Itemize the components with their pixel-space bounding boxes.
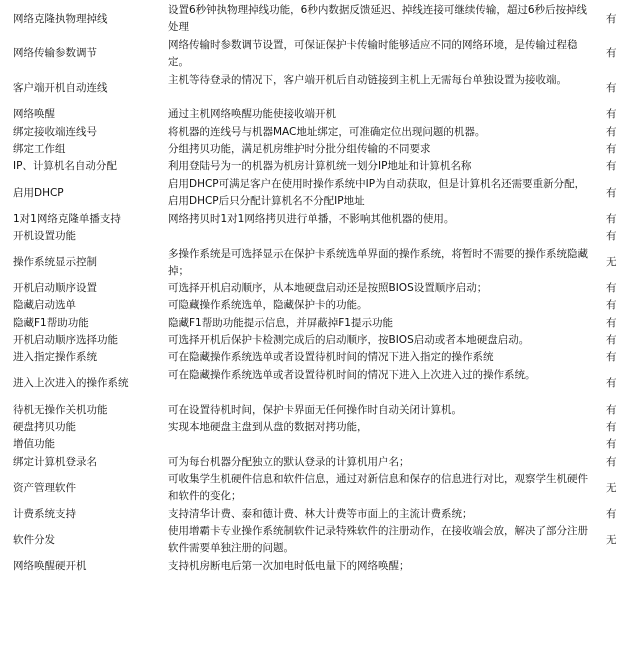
table-row (0, 558, 620, 575)
feature-name: 进入指定操作系统 (13, 351, 97, 363)
feature-description: 可在隐藏操作系统选单或者设置待机时间的情况下进入上次进入过的操作系统。 (168, 369, 536, 381)
table-row (0, 349, 620, 366)
table-row (0, 315, 620, 332)
feature-name: 网络传输参数调节 (13, 47, 97, 59)
feature-flag: 有 (606, 213, 617, 225)
feature-name: 开机启动顺序选择功能 (13, 334, 118, 346)
feature-flag: 有 (606, 404, 617, 416)
feature-flag: 有 (606, 438, 617, 450)
feature-description: 支持机房断电后第一次加电时低电量下的网络唤醒； (168, 560, 410, 572)
feature-name: 绑定工作组 (13, 143, 66, 155)
feature-description: 网络传输时参数调节设置，可保证保护卡传输时能够适应不同的网络环境，是传输过程稳定。 (168, 39, 578, 68)
feature-description: 启用DHCP可满足客户在使用时操作系统中IP为自动获取，但是计算机名还需要重新分配，启用DHCP后只分配计算机名不分配IP地址 (168, 178, 586, 207)
feature-name: 客户端开机自动连线 (13, 82, 108, 94)
feature-flag: 有 (606, 108, 617, 120)
feature-flag: 无 (606, 256, 617, 268)
feature-description: 隐藏F1帮助功能提示信息，并屏蔽掉F1提示功能 (168, 317, 393, 329)
feature-flag: 有 (606, 47, 617, 59)
feature-flag: 有 (606, 508, 617, 520)
feature-description: 主机等待登录的情况下，客户端开机后自动链接到主机上无需每台单独设置为接收端。 (168, 74, 567, 86)
table-row (0, 436, 620, 453)
feature-name: 操作系统显示控制 (13, 256, 97, 268)
feature-flag: 有 (606, 299, 617, 311)
table-row (0, 280, 620, 297)
feature-flag: 有 (606, 143, 617, 155)
feature-description: 可收集学生机硬件信息和软件信息，通过对新信息和保存的信息进行对比，观察学生机硬件和软件的变化； (168, 473, 588, 502)
feature-description: 可为每台机器分配独立的默认登录的计算机用户名； (168, 456, 410, 468)
table-row (0, 124, 620, 141)
table-row (0, 419, 620, 436)
feature-description: 通过主机网络唤醒功能使接收端开机 (168, 108, 336, 120)
table-row (0, 297, 620, 314)
table-row (0, 402, 620, 419)
feature-description: 使用增霸卡专业操作系统制软件记录特殊软件的注册动作，在接收端会放，解决了部分注册软件需要单独注册的问题。 (168, 525, 588, 554)
feature-flag: 有 (606, 187, 617, 199)
feature-flag: 有 (606, 456, 617, 468)
table-row (0, 332, 620, 349)
feature-name: 网络唤醒硬开机 (13, 560, 87, 572)
feature-description: 利用登陆号为一的机器为机房计算机统一划分IP地址和计算机名称 (168, 160, 472, 172)
feature-flag: 有 (606, 82, 617, 94)
feature-flag: 有 (606, 230, 617, 242)
feature-description: 将机器的连线号与机器MAC地址绑定，可准确定位出现问题的机器。 (168, 126, 486, 138)
table-row (0, 367, 620, 401)
feature-name: 1对1网络克隆单播支持 (13, 213, 121, 225)
feature-name: 隐藏启动选单 (13, 299, 76, 311)
feature-name: 隐藏F1帮助功能 (13, 317, 89, 329)
feature-description: 可在设置待机时间，保护卡界面无任何操作时自动关闭计算机。 (168, 404, 462, 416)
feature-name: IP、计算机名自动分配 (13, 160, 117, 172)
feature-description: 实现本地硬盘主盘到从盘的数据对拷功能， (168, 421, 368, 433)
table-row (0, 176, 620, 210)
feature-name: 软件分发 (13, 534, 55, 546)
feature-flag: 有 (606, 334, 617, 346)
table-row (0, 246, 620, 280)
table-row (0, 2, 620, 36)
feature-name: 启用DHCP (13, 187, 64, 199)
table-row (0, 72, 620, 106)
feature-flag: 有 (606, 421, 617, 433)
feature-name: 计费系统支持 (13, 508, 76, 520)
feature-flag: 有 (606, 377, 617, 389)
table-row (0, 454, 620, 471)
feature-name: 绑定接收端连线号 (13, 126, 97, 138)
feature-flag: 无 (606, 482, 617, 494)
feature-description: 可选择开机后保护卡检测完成后的启动顺序，按BIOS启动或者本地硬盘启动。 (168, 334, 530, 346)
feature-description: 设置6秒钟执物理掉线功能，6秒内数据反馈延迟、掉线连接可继续传输，超过6秒后按掉线处理 (168, 4, 588, 33)
feature-name: 硬盘拷贝功能 (13, 421, 76, 433)
feature-description: 网络拷贝时1对1网络拷贝进行单播，不影响其他机器的使用。 (168, 213, 455, 225)
feature-description: 分组拷贝功能，满足机房维护时分批分组传输的不同要求 (168, 143, 431, 155)
table-row (0, 141, 620, 158)
table-row (0, 158, 620, 175)
feature-flag: 有 (606, 317, 617, 329)
feature-flag: 有 (606, 351, 617, 363)
feature-description: 可在隐藏操作系统选单或者设置待机时间的情况下进入指定的操作系统 (168, 351, 494, 363)
feature-flag: 有 (606, 13, 617, 25)
feature-flag: 有 (606, 282, 617, 294)
feature-name: 开机设置功能 (13, 230, 76, 242)
feature-description: 多操作系统是可选择显示在保护卡系统选单界面的操作系统，将暂时不需要的操作系统隐藏掉； (168, 248, 588, 277)
feature-description: 支持清华计费、泰和德计费、林大计费等市面上的主流计费系统； (168, 508, 473, 520)
feature-name: 资产管理软件 (13, 482, 76, 494)
table-row (0, 37, 620, 71)
table-row (0, 106, 620, 123)
feature-name: 绑定计算机登录名 (13, 456, 97, 468)
feature-name: 网络唤醒 (13, 108, 55, 120)
feature-name: 进入上次进入的操作系统 (13, 377, 129, 389)
feature-name: 开机启动顺序设置 (13, 282, 97, 294)
feature-name: 增值功能 (13, 438, 55, 450)
feature-description: 可选择开机启动顺序，从本地硬盘启动还是按照BIOS设置顺序启动； (168, 282, 488, 294)
feature-description: 可隐藏操作系统选单，隐藏保护卡的功能。 (168, 299, 368, 311)
table-row (0, 523, 620, 557)
feature-name: 网络克隆执物理掉线 (13, 13, 108, 25)
feature-flag: 有 (606, 126, 617, 138)
table-row (0, 211, 620, 228)
table-row (0, 471, 620, 505)
feature-flag: 有 (606, 160, 617, 172)
table-row (0, 506, 620, 523)
feature-name: 待机无操作关机功能 (13, 404, 108, 416)
feature-flag: 无 (606, 534, 617, 546)
table-row (0, 228, 620, 245)
